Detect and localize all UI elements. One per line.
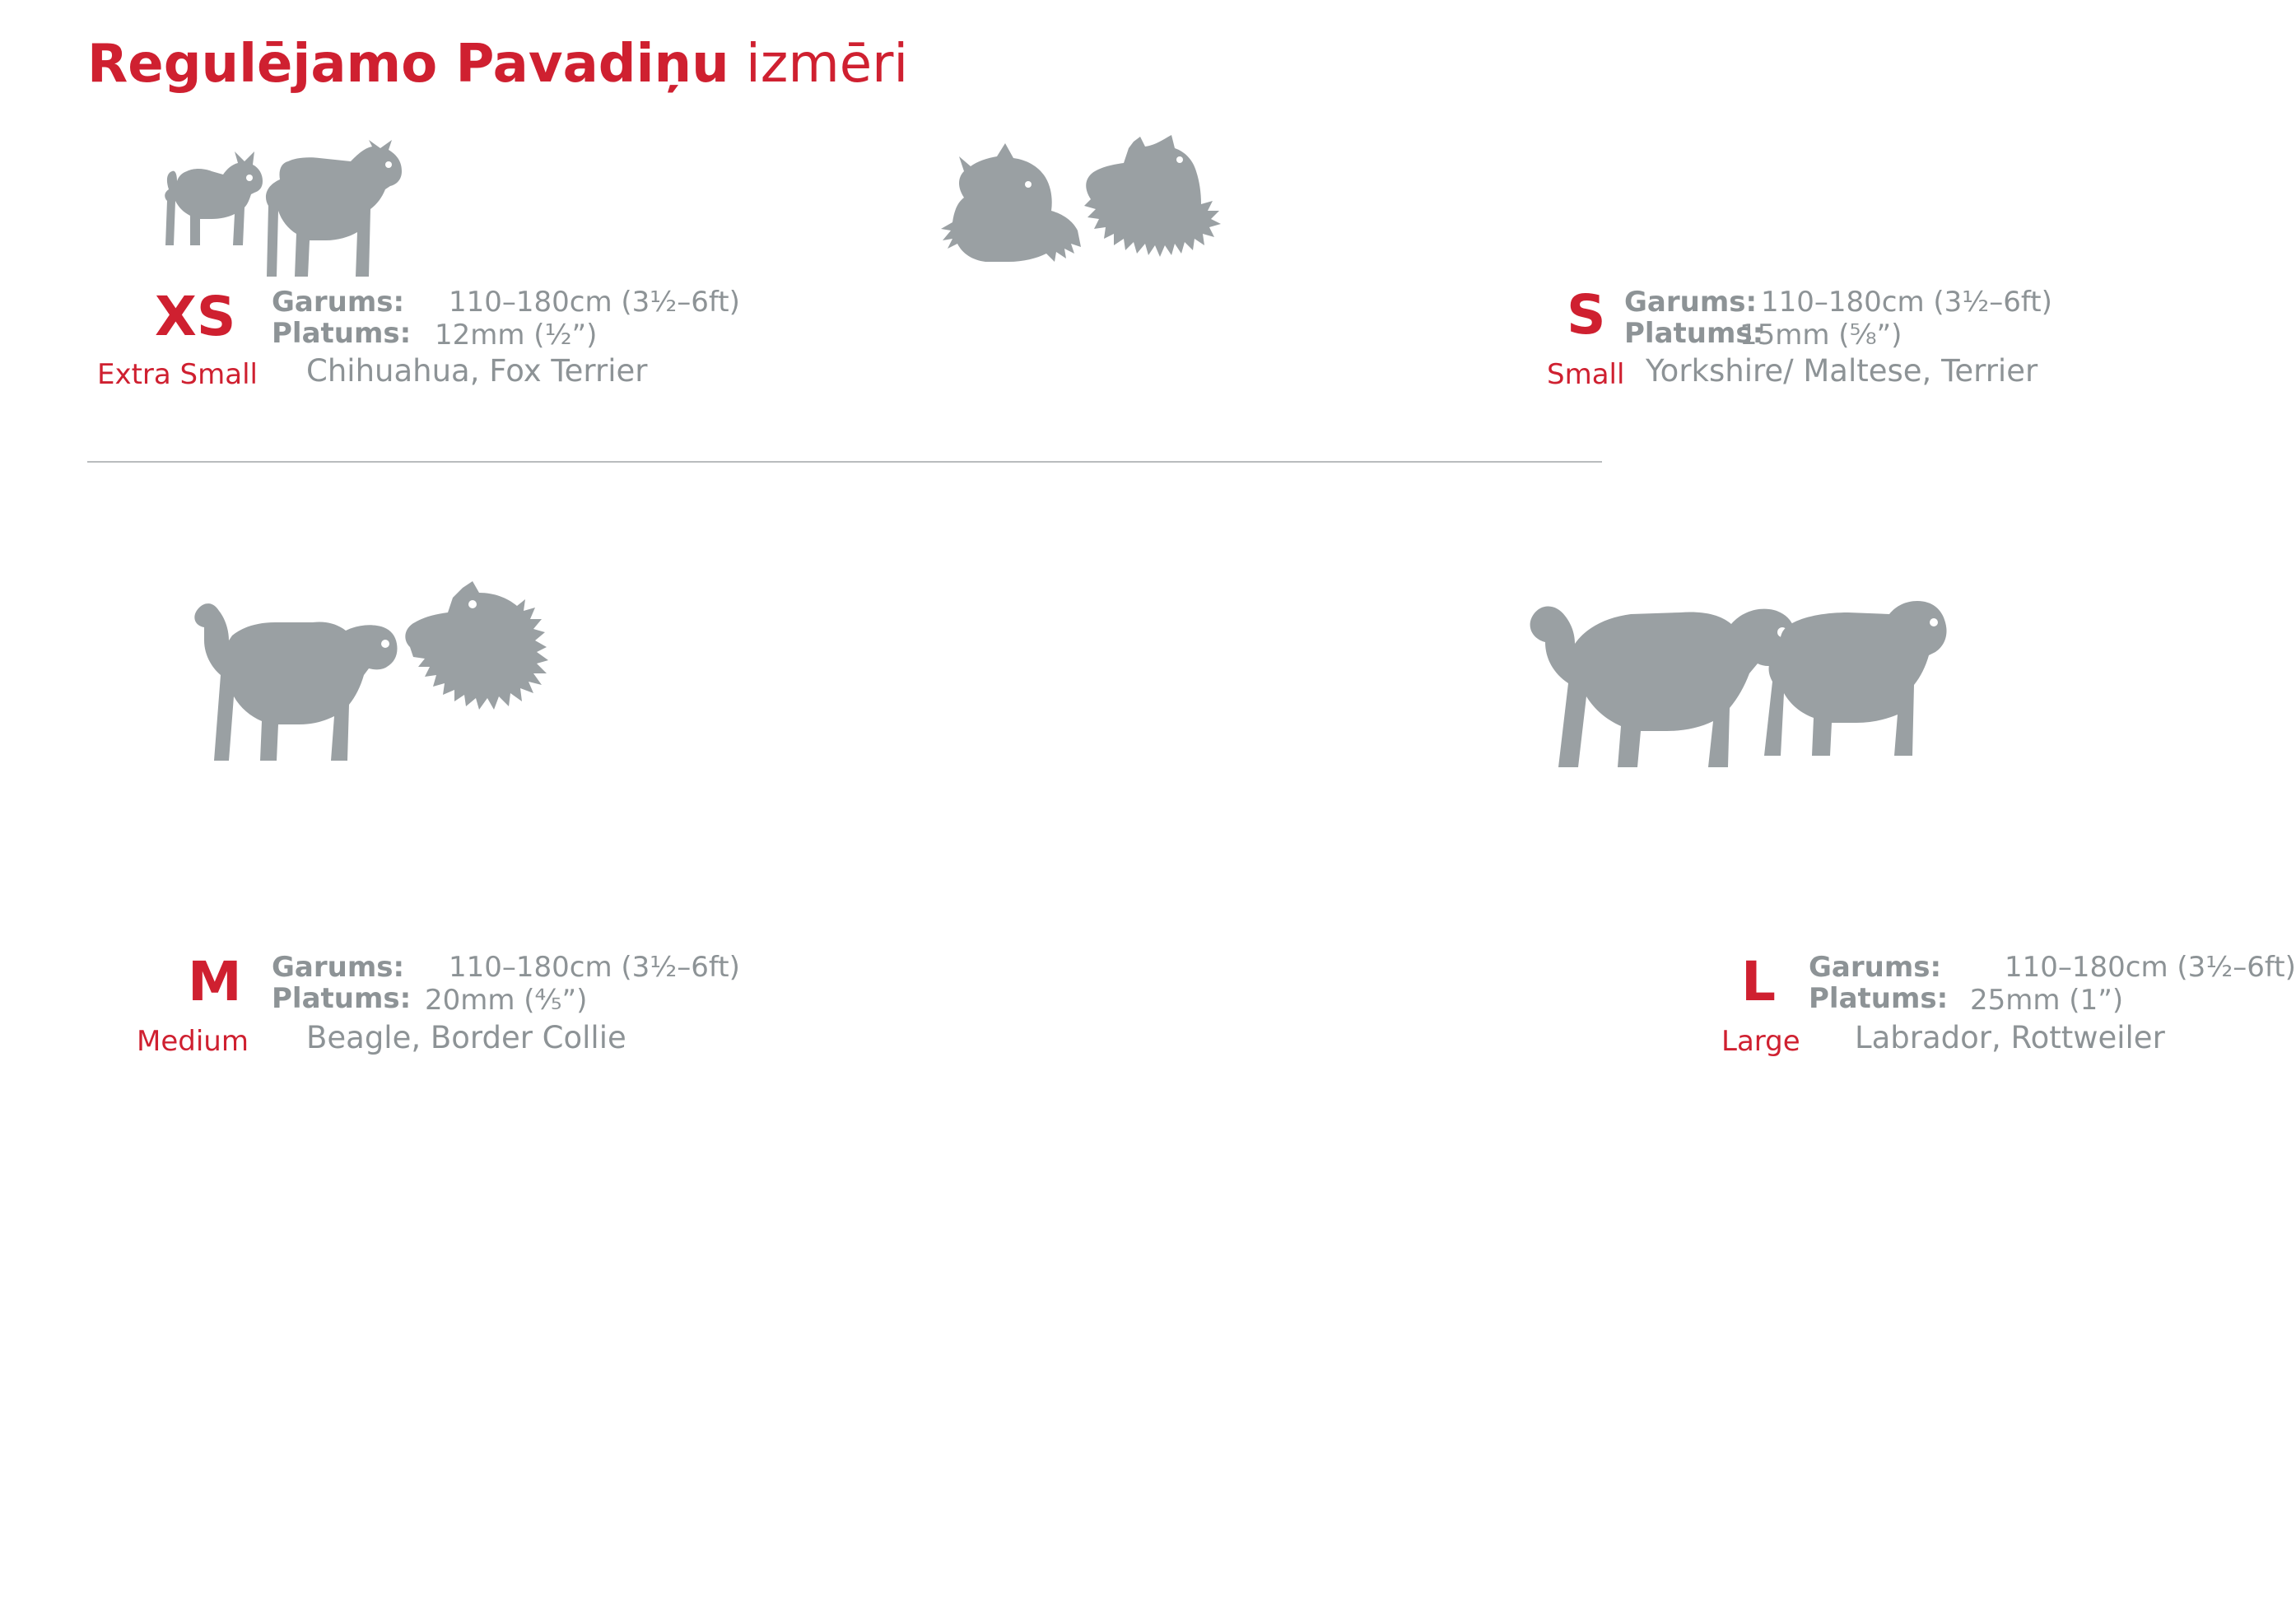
width-label-s: Platums:	[1624, 317, 1764, 350]
length-label-m: Garums:	[272, 951, 405, 984]
length-value-xs: 110–180cm (3½–6ft)	[449, 286, 740, 319]
chihuahua-icon	[165, 151, 263, 245]
size-name-m: Medium	[137, 1025, 249, 1058]
yorkshire-terrier-icon	[941, 143, 1081, 262]
breeds-xs: Chihuahua, Fox Terrier	[306, 353, 648, 389]
length-value-s: 110–180cm (3½–6ft)	[1761, 286, 2052, 319]
size-name-l: Large	[1721, 1025, 1800, 1058]
breeds-l: Labrador, Rottweiler	[1855, 1020, 2165, 1055]
width-value-s: 15mm (⅝”)	[1739, 319, 1902, 352]
size-code-s: S	[1567, 283, 1606, 347]
width-label-m: Platums:	[272, 982, 412, 1015]
beagle-icon	[194, 603, 397, 761]
size-code-l: L	[1741, 950, 1777, 1013]
breeds-s: Yorkshire/ Maltese, Terrier	[1646, 353, 2038, 389]
length-value-m: 110–180cm (3½–6ft)	[449, 951, 740, 984]
dog-illustrations-xs	[0, 132, 801, 296]
size-row-1	[0, 132, 2052, 461]
width-label-l: Platums:	[1809, 982, 1949, 1015]
length-label-s: Garums:	[1624, 286, 1758, 319]
size-name-xs: Extra Small	[97, 358, 258, 391]
size-name-s: Small	[1547, 358, 1625, 391]
dog-illustrations-s	[801, 132, 1602, 296]
page-title-bold: Regulējamo Pavadiņu	[87, 34, 729, 95]
width-value-xs: 12mm (½”)	[435, 319, 598, 352]
length-label-xs: Garums:	[272, 286, 405, 319]
fox-terrier-icon	[266, 140, 402, 277]
page-title	[87, 35, 908, 95]
border-collie-icon	[405, 581, 548, 710]
size-grid	[0, 132, 2296, 1058]
breeds-m: Beagle, Border Collie	[306, 1020, 626, 1055]
labrador-icon	[1530, 606, 1796, 767]
width-value-m: 20mm (⅘”)	[425, 984, 588, 1017]
size-block-s	[801, 132, 2052, 461]
length-value-l: 110–180cm (3½–6ft)	[2005, 951, 2296, 984]
length-label-l: Garums:	[1809, 951, 1942, 984]
dog-illustrations-l	[801, 461, 1602, 675]
size-code-m: M	[188, 950, 242, 1013]
page-title-light: izmēri	[729, 34, 909, 95]
size-block-m	[0, 461, 801, 1058]
width-label-xs: Platums:	[272, 317, 412, 350]
size-block-l	[801, 461, 2296, 1058]
rottweiler-icon	[1764, 601, 1947, 756]
dog-illustrations-m	[0, 461, 801, 675]
size-row-2	[0, 461, 2296, 1058]
width-value-l: 25mm (1”)	[1970, 984, 2124, 1017]
scottish-terrier-icon	[1084, 135, 1221, 257]
size-code-xs: XS	[155, 285, 236, 348]
size-block-xs	[0, 132, 801, 461]
